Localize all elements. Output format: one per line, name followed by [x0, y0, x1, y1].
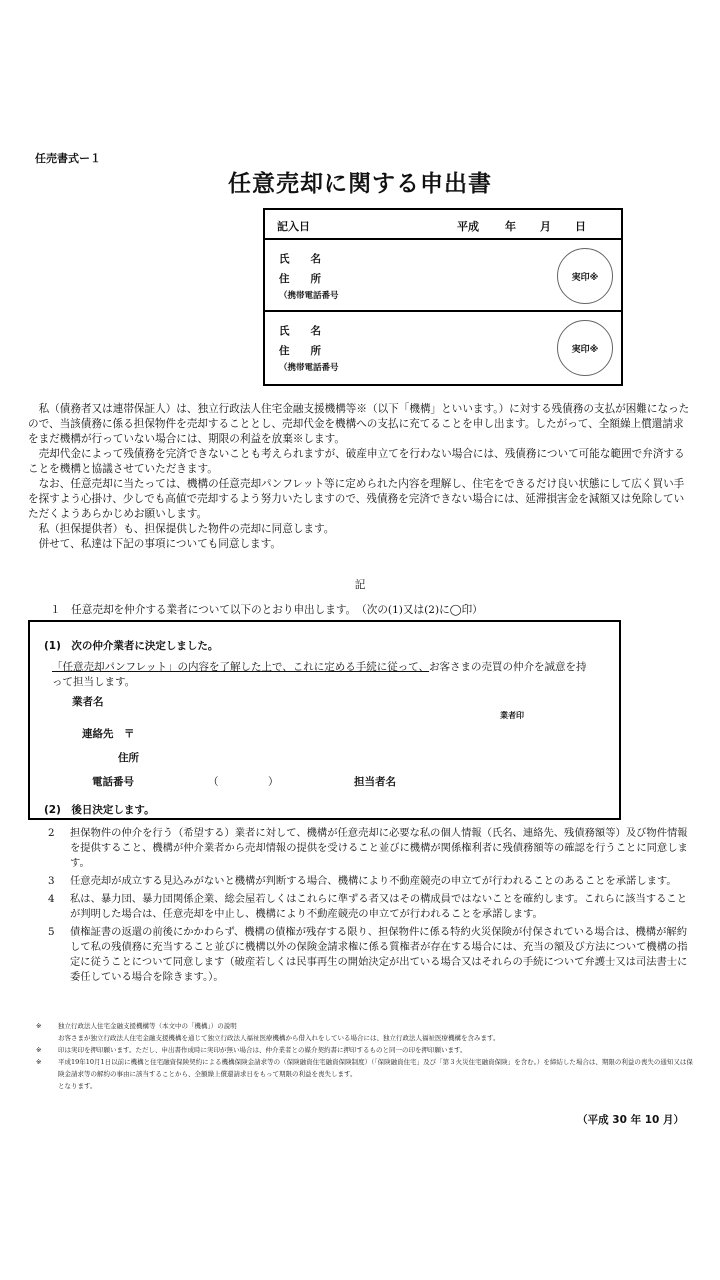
date-month-unit: 月 — [540, 220, 551, 233]
revision-date: （平成 30 年 10 月） — [577, 1114, 684, 1126]
footnote: ※ 印は実印を押印願います。ただし、申出書作成時に実印が無い場合は、仲介業者との媒介契約書に押印するものと同一の印を押印願います。 — [36, 1046, 467, 1054]
agent-address-label: 住所 — [118, 752, 139, 764]
footnote: ※ 平成19年10月1日以前に機構と住宅融資保険契約による機構保険金請求等の（保険融資住宅融資保険制度）（「保険融資住宅」及び「第３火災住宅融資保険」を含む。）を締結した場合は、期限の利益の喪失の通知又は保険金請求等の解約の事由に該当することから、全額繰上償還請求日をもって期限の利益を喪失します。 — [36, 1058, 693, 1078]
seal-circle: 実印※ — [557, 320, 613, 376]
paragraph: 私（担保提供者）も、担保提供した物件の売却に同意します。 — [38, 523, 335, 535]
agent-seal-label: 業者印 — [500, 711, 524, 720]
statement-rest: お客さまの売買の仲介を誠意を持って担当します。 — [52, 661, 587, 688]
form-code: 任売書式ー１ — [35, 152, 101, 165]
paragraph: 併せて、私達は下記の事項についても同意します。 — [38, 538, 281, 550]
document-title: 任意売却に関する申出書 — [228, 171, 492, 197]
paragraph: 売却代金によって残債務を完済できないことも考えられますが、破産申立てを行わない場合には、残債務について可能な範囲で弁済することを機構と協議させていただきます。 — [28, 448, 685, 475]
agent-decision-box — [28, 620, 621, 820]
consent-item: 3 任意売却が成立する見込みがないと機構が判断する場合、機構により不動産競売の申立てが行われることのあることを承諾します。 — [48, 875, 677, 887]
footnote: ※ 独立行政法人住宅金融支援機構等（本文中の「機構」）の説明 — [36, 1022, 237, 1030]
ki-heading: 記 — [354, 579, 366, 591]
date-year-unit: 年 — [505, 220, 516, 233]
person-in-charge-label: 担当者名 — [354, 776, 396, 788]
date-day-unit: 日 — [575, 220, 586, 233]
declaration-body — [28, 402, 692, 552]
consent-item: 4 私は、暴力団、暴力団関係企業、総会屋若しくはこれらに準ずる者又はその構成員ではないことを確約します。これらに該当することが判明した場合は、任意売却を中止し、機構により不動産競売の申立てが行われることを承諾します。 — [48, 893, 687, 920]
paragraph: 私（債務者又は連帯保証人）は、独立行政法人住宅金融支援機構等※（以下「機構」といいます。）に対する残債務の支払が困難になったので、当該債務に係る担保物件を売却することとし、売却代金を機構への支払に充てることを申し出ます。したがって、全額繰上償還請求をまだ機構が行っていない場合には、期限の利益を放棄※します。 — [28, 403, 690, 445]
option-2-label: (2) 後日決定します。 — [44, 804, 155, 816]
agent-statement — [52, 660, 597, 690]
footnote: となります。 — [58, 1082, 97, 1090]
item-1: １ 任意売却を仲介する業者について以下のとおり申出します。 （次の(1)又は(2)に◯印） — [50, 604, 483, 616]
date-row — [265, 210, 621, 240]
option-1-label: (1) 次の仲介業者に決定しました。 — [44, 640, 219, 652]
seal-circle: 実印※ — [557, 248, 613, 304]
phone-label: （携帯電話番号 — [279, 363, 339, 373]
address-label: 住 所 — [279, 273, 321, 285]
agent-name-label: 業者名 — [72, 696, 104, 708]
person-block-2 — [265, 312, 621, 384]
phone-paren-open: （ — [208, 776, 219, 788]
agent-phone-label: 電話番号 — [92, 776, 134, 788]
consent-items — [28, 826, 692, 988]
address-label: 住 所 — [279, 345, 321, 357]
consent-item: 2 担保物件の仲介を行う（希望する）業者に対して、機構が任意売却に必要な私の個人情報（氏名、連絡先、残債務額等）及び物件情報を提供すること、機構が仲介業者から売却情報の提供を受けること並びに機構が関係権利者に残債務額等の確認を行うことに同意します。 — [48, 827, 688, 869]
applicant-box — [263, 208, 623, 386]
footnote: お客さまが独立行政法人住宅金融支援機構を通じて独立行政法人福祉医療機構から借入れをしている場合には、独立行政法人福祉医療機構を含みます。 — [58, 1034, 500, 1042]
name-label: 氏 名 — [279, 253, 321, 265]
paragraph: なお、任意売却に当たっては、機構の任意売却パンフレット等に定められた内容を理解し、住宅をできるだけ良い状態にして広く買い手を探すよう心掛け、少しでも高値で売却するよう努力いたしますので、残債務を完済できない場合には、延滞損害金を減額又は免除していただくようあらかじめお願いします。 — [28, 478, 685, 520]
date-era: 平成 — [457, 220, 479, 233]
contact-label: 連絡先 〒 — [82, 728, 135, 740]
phone-paren-close: ） — [268, 776, 279, 788]
date-label: 記入日 — [277, 220, 310, 233]
statement-underlined: 「任意売却パンフレット」の内容を了解した上で、これに定める手続に従って、 — [52, 661, 430, 673]
person-block-1 — [265, 240, 621, 310]
phone-label: （携帯電話番号 — [279, 291, 339, 301]
consent-item: 5 債権証書の返還の前後にかかわらず、機構の債権が残存する限り、担保物件に係る特約火災保険が付保されている場合は、機構が解約して私の残債務に充当すること並びに機構以外の保険金請求権に係る質権者が存在する場合には、充当の額及び方法について機構の指定に従うことについて同意します（破産若しくは民事再生の開始決定が出ている場合又はそれらの手続について弁護士又は司法書士に委任している場合を除きます。）。 — [48, 926, 688, 983]
name-label: 氏 名 — [279, 325, 321, 337]
footnotes — [36, 1020, 696, 1092]
